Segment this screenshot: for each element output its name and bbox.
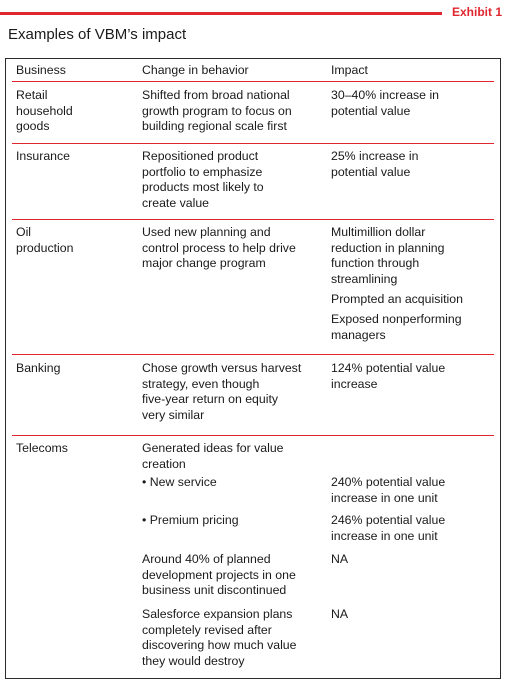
exhibit-label: Exhibit 1 (451, 5, 502, 19)
impact-cell: Multimillion dollar reduction in planning function through streamlining (331, 225, 445, 286)
table-row-telecoms (12, 436, 494, 676)
change-cell: • Premium pricing (142, 513, 239, 527)
change-cell: Repositioned product portfolio to emphasize products most likely to create value (142, 149, 264, 210)
exhibit-rule (0, 12, 442, 15)
impact-cell: 246% potential value increase in one unit (331, 513, 446, 543)
table-row-oil (12, 220, 494, 355)
table-header-row (12, 59, 494, 82)
table-row-banking (12, 355, 494, 436)
change-cell: Generated ideas for value creation (142, 441, 284, 471)
impact-cell: 240% potential value increase in one unit (331, 475, 446, 505)
page-title: Examples of VBM’s impact (8, 26, 187, 43)
table-row-retail (12, 82, 494, 144)
impact-table-frame (5, 58, 501, 679)
impact-table (12, 59, 494, 676)
impact-cell: Prompted an acquisition (331, 292, 463, 306)
impact-cell: 25% increase in potential value (331, 149, 419, 179)
impact-cell: 124% potential value increase (331, 361, 446, 391)
business-cell: Retail household goods (16, 88, 73, 133)
change-cell: • New service (142, 475, 217, 489)
header-impact: Impact (331, 63, 368, 77)
change-cell: Shifted from broad national growth program to focus on building regional scale first (142, 88, 292, 133)
business-cell: Oil production (16, 225, 74, 255)
change-cell: Chose growth versus harvest strategy, even though five-year return on equity very similar (142, 361, 302, 422)
change-cell: Used new planning and control process to help drive major change program (142, 225, 296, 270)
change-cell: Around 40% of planned development projects in one business unit discontinued (142, 552, 296, 597)
impact-cell: Exposed nonperforming managers (331, 312, 462, 342)
change-cell: Salesforce expansion plans completely revised after discovering how much value they would destroy (142, 607, 297, 668)
table-row-insurance (12, 144, 494, 220)
business-cell: Insurance (16, 149, 71, 163)
impact-cell: 30–40% increase in potential value (331, 88, 440, 118)
business-cell: Banking (16, 361, 61, 375)
header-change: Change in behavior (142, 63, 249, 77)
header-business: Business (16, 63, 66, 77)
impact-cell: NA (331, 607, 349, 621)
impact-cell: NA (331, 552, 349, 566)
business-cell: Telecoms (16, 441, 68, 455)
